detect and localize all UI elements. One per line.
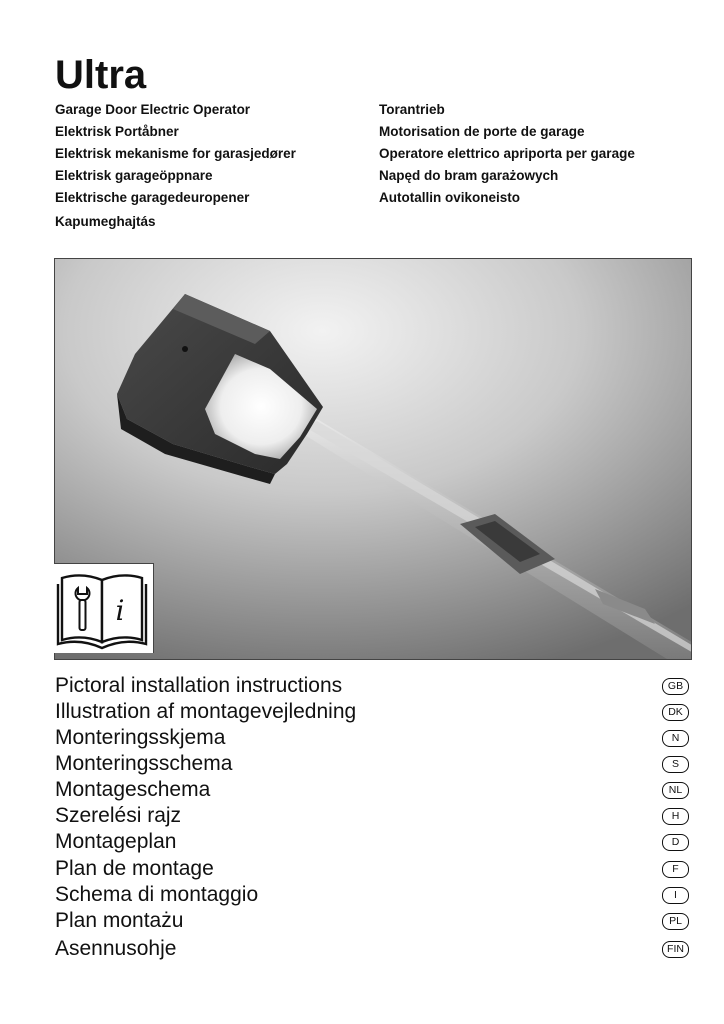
- language-code-badge: H: [662, 808, 689, 825]
- instruction-title: Schema di montaggio: [55, 883, 259, 906]
- instruction-row-f: [55, 856, 691, 882]
- subtitle-h: Kapumeghajtás: [55, 214, 156, 229]
- instruction-title: Plan montażu: [55, 909, 184, 932]
- instruction-row-i: [55, 882, 691, 908]
- document-title: Ultra: [55, 53, 147, 97]
- language-code-badge: D: [662, 834, 689, 851]
- language-code-badge: N: [662, 730, 689, 747]
- subtitle-d: Torantrieb: [379, 102, 445, 117]
- manual-tool-info-icon: [54, 563, 154, 653]
- subtitle-nl: Elektrische garagedeuropener: [55, 190, 250, 205]
- instruction-title: Monteringsskjema: [55, 726, 226, 749]
- instruction-title: Illustration af montagevejledning: [55, 700, 357, 723]
- instruction-row-nl: [55, 777, 691, 803]
- instruction-title: Plan de montage: [55, 857, 214, 880]
- instruction-title: Pictoral installation instructions: [55, 674, 343, 697]
- instruction-title: Asennusohje: [55, 937, 177, 960]
- instruction-title: Montageplan: [55, 830, 177, 853]
- instruction-title: Monteringsschema: [55, 752, 233, 775]
- language-code-badge: DK: [662, 704, 689, 721]
- subtitle-n: Elektrisk mekanisme for garasjedører: [55, 146, 296, 161]
- instruction-row-dk: [55, 699, 691, 725]
- instruction-title: Szerelési rajz: [55, 804, 182, 827]
- instruction-row-d: [55, 829, 691, 855]
- language-code-badge: F: [662, 861, 689, 878]
- language-code-badge: I: [662, 887, 689, 904]
- instruction-row-fin: [55, 936, 691, 962]
- subtitle-f: Motorisation de porte de garage: [379, 124, 585, 139]
- subtitle-dk: Elektrisk Portåbner: [55, 124, 179, 139]
- instruction-row-pl: [55, 908, 691, 934]
- instruction-row-h: [55, 803, 691, 829]
- language-code-badge: FIN: [662, 941, 689, 958]
- language-code-badge: PL: [662, 913, 689, 930]
- subtitle-en: Garage Door Electric Operator: [55, 102, 251, 117]
- instruction-title: Montageschema: [55, 778, 211, 801]
- subtitle-s: Elektrisk garageöppnare: [55, 168, 213, 183]
- instruction-row-n: [55, 725, 691, 751]
- subtitle-i: Operatore elettrico apriporta per garage: [379, 146, 635, 161]
- instruction-row-s: [55, 751, 691, 777]
- info-letter: i: [115, 594, 125, 627]
- language-code-badge: S: [662, 756, 689, 773]
- language-code-badge: GB: [662, 678, 689, 695]
- instruction-row-gb: [55, 673, 691, 699]
- subtitle-pl: Napęd do bram garażowych: [379, 168, 559, 183]
- language-code-badge: NL: [662, 782, 689, 799]
- subtitle-fin: Autotallin ovikoneisto: [379, 190, 521, 205]
